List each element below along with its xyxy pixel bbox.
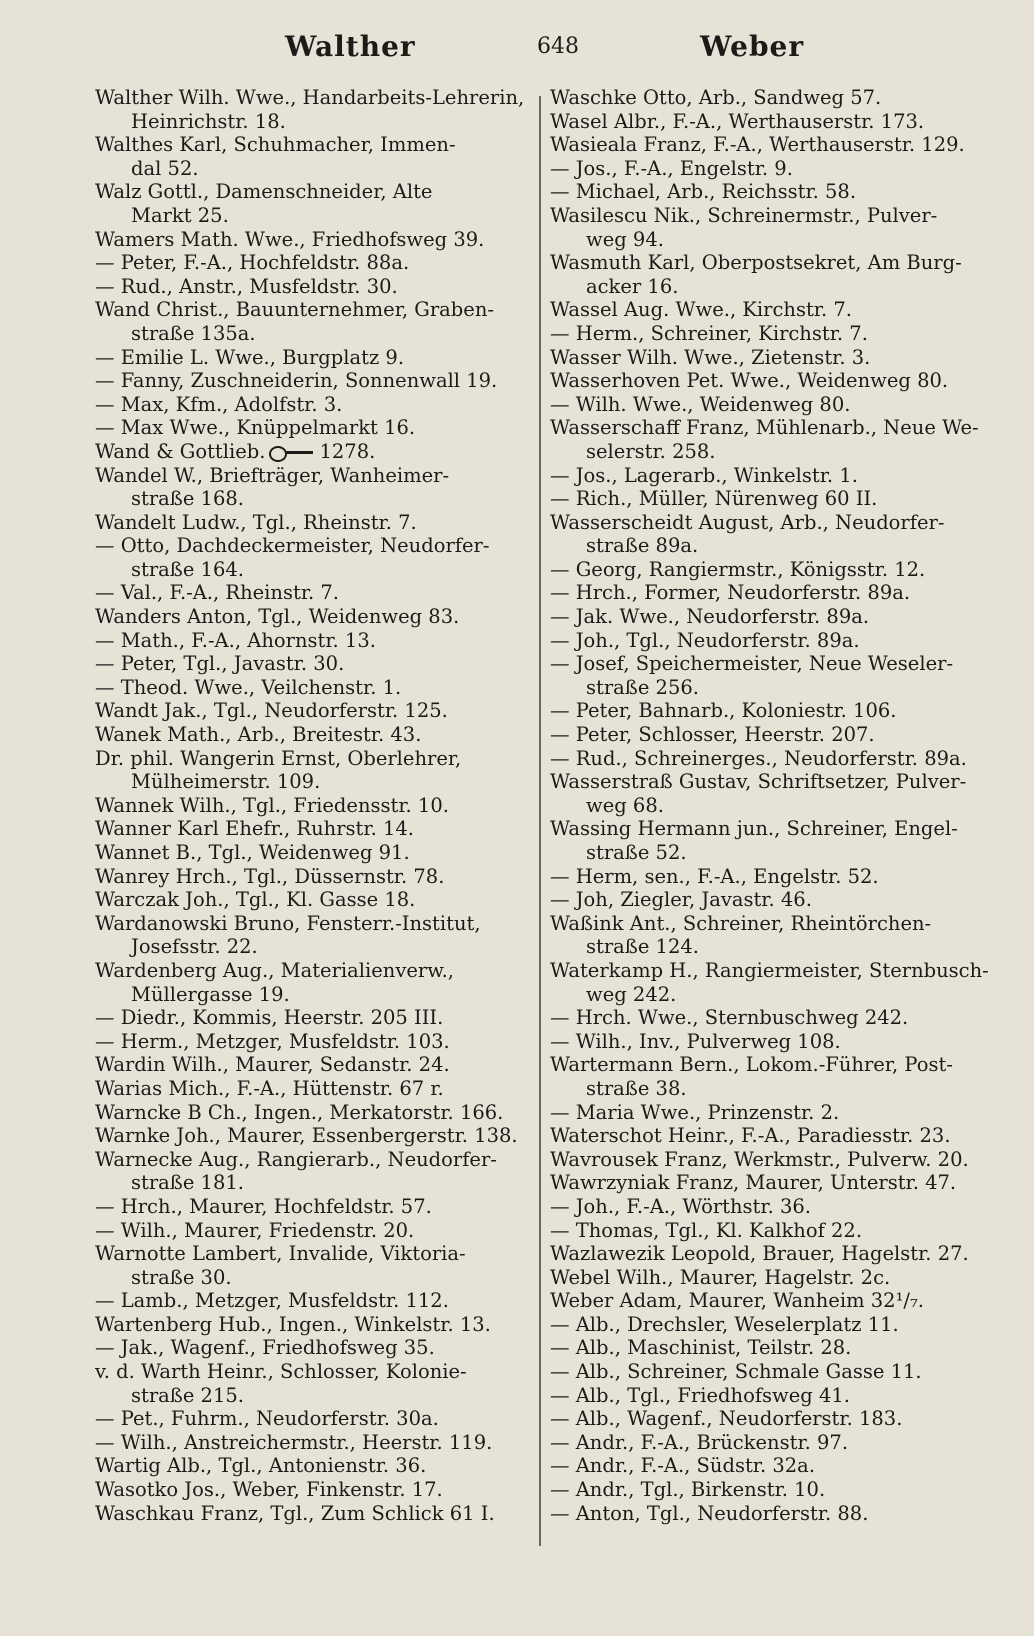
directory-entry [95, 1289, 533, 1313]
entry-line: Warncke B Ch., Ingen., Merkatorstr. 166. [95, 1100, 504, 1124]
entry-line: Warnecke Aug., Rangierarb., Neudorfer- [95, 1147, 497, 1171]
directory-entry [550, 959, 988, 1006]
entry-continuation: Josefsstr. 22. [131, 935, 258, 959]
directory-entry [95, 1124, 533, 1148]
directory-entry [95, 1431, 533, 1455]
entry-line: Wannek Wilh., Tgl., Friedensstr. 10. [95, 793, 449, 817]
entry-line: — Theod. Wwe., Veilchenstr. 1. [95, 675, 402, 699]
directory-entry [95, 416, 533, 440]
directory-entry [550, 1030, 988, 1054]
entry-line: Wawrzyniak Franz, Maurer, Unterstr. 47. [550, 1171, 957, 1195]
directory-entry [95, 629, 533, 653]
directory-entry [95, 676, 533, 700]
entry-line: Wasserhoven Pet. Wwe., Weidenweg 80. [550, 369, 949, 393]
entry-line: Wasilescu Nik., Schreinermstr., Pulver- [550, 203, 938, 227]
directory-entry [95, 1195, 533, 1219]
directory-entry [550, 1053, 988, 1100]
directory-entry [550, 558, 988, 582]
entry-line: Wasserstraß Gustav, Schriftsetzer, Pulver- [550, 770, 967, 794]
directory-entry [550, 1006, 988, 1030]
entry-line: Wasel Albr., F.-A., Werthauserstr. 173. [550, 109, 925, 133]
entry-line: — Otto, Dachdeckermeister, Neudorfer- [95, 534, 490, 558]
right-column [550, 86, 988, 1525]
entry-line: Wanrey Hrch., Tgl., Düssernstr. 78. [95, 864, 445, 888]
entry-line: — Hrch., Maurer, Hochfeldstr. 57. [95, 1194, 432, 1218]
header-left-name: Walther [285, 30, 416, 63]
directory-entry [550, 1360, 988, 1384]
directory-entry [95, 1502, 533, 1526]
entry-line: Wartermann Bern., Lokom.-Führer, Post- [550, 1053, 953, 1077]
entry-line: — Wilh., Inv., Pulverweg 108. [550, 1029, 841, 1053]
directory-entry [95, 133, 533, 180]
directory-entry [95, 1148, 533, 1195]
directory-entry [95, 605, 533, 629]
directory-entry [95, 912, 533, 959]
directory-entry [95, 393, 533, 417]
entry-line: Wand Christ., Bauunternehmer, Graben- [95, 298, 494, 322]
entry-line: — Thomas, Tgl., Kl. Kalkhof 22. [550, 1218, 863, 1242]
entry-continuation: straße 181. [131, 1171, 244, 1195]
directory-entry [550, 204, 988, 251]
entry-line: Waterschot Heinr., F.-A., Paradiesstr. 23. [550, 1124, 951, 1148]
entry-line: — Peter, Schlosser, Heerstr. 207. [550, 723, 875, 747]
directory-entry [95, 86, 533, 133]
directory-entry [550, 464, 988, 488]
entry-line: — Wilh., Maurer, Friedenstr. 20. [95, 1218, 415, 1242]
directory-entry [95, 534, 533, 581]
directory-entry [550, 817, 988, 864]
entry-line: — Hrch. Wwe., Sternbuschweg 242. [550, 1006, 909, 1030]
entry-line: Warnotte Lambert, Invalide, Viktoria- [95, 1242, 466, 1266]
directory-entry [550, 1219, 988, 1243]
entry-line: Wasieala Franz, F.-A., Werthauserstr. 129. [550, 133, 965, 157]
directory-entry [550, 629, 988, 653]
directory-entry [95, 581, 533, 605]
entry-line: Wandelt Ludw., Tgl., Rheinstr. 7. [95, 510, 417, 534]
entry-line: Wasserschaff Franz, Mühlenarb., Neue We- [550, 416, 979, 440]
directory-entry [550, 1148, 988, 1172]
directory-entry [95, 1053, 533, 1077]
directory-entry [95, 369, 533, 393]
entry-line: v. d. Warth Heinr., Schlosser, Kolonie- [95, 1360, 467, 1384]
entry-line: — Joh., F.-A., Wörthstr. 36. [550, 1194, 811, 1218]
directory-entry [550, 1242, 988, 1266]
entry-line: Wasotko Jos., Weber, Finkenstr. 17. [95, 1478, 443, 1502]
directory-entry [95, 275, 533, 299]
directory-entry [550, 1336, 988, 1360]
entry-line: Wannet B., Tgl., Weidenweg 91. [95, 841, 410, 864]
entry-line: — Hrch., Former, Neudorferstr. 89a. [550, 581, 911, 605]
entry-line: — Alb., Tgl., Friedhofsweg 41. [550, 1383, 850, 1407]
entry-continuation: Mülheimerstr. 109. [131, 770, 321, 794]
entry-line: Wanner Karl Ehefr., Ruhrstr. 14. [95, 817, 414, 841]
entry-line: Wardenberg Aug., Materialienverw., [95, 958, 454, 982]
directory-entry [95, 298, 533, 345]
entry-phone-number: 1278. [319, 439, 376, 463]
entry-line: — Andr., Tgl., Birkenstr. 10. [550, 1478, 826, 1502]
entry-line: — Wilh., Anstreichermstr., Heerstr. 119. [95, 1430, 493, 1454]
directory-entry [95, 699, 533, 723]
entry-line: — Peter, F.-A., Hochfeldstr. 88a. [95, 251, 410, 275]
entry-continuation: Müllergasse 19. [131, 982, 290, 1006]
entry-line: — Pet., Fuhrm., Neudorferstr. 30a. [95, 1407, 439, 1431]
entry-line: — Anton, Tgl., Neudorferstr. 88. [550, 1501, 869, 1525]
directory-entry [550, 652, 988, 699]
directory-entry [550, 511, 988, 558]
entry-line: — Michael, Arb., Reichsstr. 58. [550, 180, 857, 204]
directory-entry [550, 1101, 988, 1125]
entry-line: — Josef, Speichermeister, Neue Weseler- [550, 652, 954, 676]
directory-entry [95, 440, 533, 464]
column-divider [539, 96, 541, 1546]
directory-entry [95, 346, 533, 370]
entry-line: Wanders Anton, Tgl., Weidenweg 83. [95, 605, 460, 629]
directory-entry [550, 865, 988, 889]
entry-line: Wavrousek Franz, Werkmstr., Pulverw. 20. [550, 1147, 969, 1171]
entry-line: — Max, Kfm., Adolfstr. 3. [95, 392, 343, 416]
directory-entry [95, 511, 533, 535]
directory-entry [550, 86, 988, 110]
directory-entry [550, 298, 988, 322]
directory-entry [550, 581, 988, 605]
directory-entry [550, 1171, 988, 1195]
entry-line: — Alb., Maschinist, Teilstr. 28. [550, 1336, 852, 1360]
entry-continuation: weg 242. [586, 982, 677, 1006]
directory-entry [550, 1431, 988, 1455]
entry-continuation: straße 215. [131, 1383, 244, 1407]
entry-line: — Herm., Metzger, Musfeldstr. 103. [95, 1029, 450, 1053]
directory-entry [95, 1360, 533, 1407]
entry-line: Wassel Aug. Wwe., Kirchstr. 7. [550, 298, 852, 322]
entry-line: Weber Adam, Maurer, Wanheim 32¹/₇. [550, 1289, 924, 1313]
directory-entry [550, 1454, 988, 1478]
directory-entry [550, 1124, 988, 1148]
entry-line: Warias Mich., F.-A., Hüttenstr. 67 r. [95, 1076, 444, 1100]
directory-entry [550, 1266, 988, 1290]
entry-continuation: straße 164. [131, 557, 244, 581]
entry-continuation: dal 52. [131, 156, 199, 180]
entry-line: — Jos., F.-A., Engelstr. 9. [550, 156, 793, 180]
directory-entry [550, 1289, 988, 1313]
directory-entry [95, 747, 533, 794]
directory-entry [95, 1478, 533, 1502]
directory-entry [550, 157, 988, 181]
directory-entry [95, 1101, 533, 1125]
directory-entry [95, 817, 533, 841]
entry-continuation: straße 168. [131, 487, 244, 511]
directory-entry [95, 464, 533, 511]
entry-line: Walther Wilh. Wwe., Handarbeits-Lehrerin, [95, 86, 525, 109]
directory-entry [95, 1454, 533, 1478]
entry-text: Wand & Gottlieb. [95, 439, 266, 463]
entry-line: — Alb., Schreiner, Schmale Gasse 11. [550, 1360, 922, 1384]
entry-line: Waschkau Franz, Tgl., Zum Schlick 61 I. [95, 1501, 495, 1525]
directory-entry [550, 180, 988, 204]
entry-line: — Maria Wwe., Prinzenstr. 2. [550, 1100, 840, 1124]
entry-line: — Alb., Wagenf., Neudorferstr. 183. [550, 1407, 903, 1431]
entry-continuation: straße 124. [586, 935, 699, 959]
directory-entry [550, 1407, 988, 1431]
directory-entry [95, 1336, 533, 1360]
entry-line: Wasser Wilh. Wwe., Zietenstr. 3. [550, 345, 871, 369]
entry-line: — Val., F.-A., Rheinstr. 7. [95, 581, 340, 605]
header-right-name: Weber [700, 30, 805, 63]
directory-entry [95, 1313, 533, 1337]
entry-line: Walthes Karl, Schuhmacher, Immen- [95, 133, 456, 157]
directory-entry [95, 794, 533, 818]
entry-line: — Peter, Tgl., Javastr. 30. [95, 652, 345, 676]
directory-entry [550, 888, 988, 912]
telephone-key-icon [269, 444, 315, 460]
entry-line: Waßink Ant., Schreiner, Rheintörchen- [550, 911, 932, 935]
entry-line: Warczak Joh., Tgl., Kl. Gasse 18. [95, 888, 416, 912]
entry-line: — Diedr., Kommis, Heerstr. 205 III. [95, 1006, 444, 1030]
directory-entry [550, 770, 988, 817]
entry-line: — Andr., F.-A., Brückenstr. 97. [550, 1430, 849, 1454]
directory-entry [550, 1478, 988, 1502]
page-header [95, 30, 984, 74]
directory-entry [95, 1242, 533, 1289]
directory-entry [95, 251, 533, 275]
directory-entry [95, 723, 533, 747]
directory-entry [95, 1407, 533, 1431]
directory-entry [550, 1502, 988, 1526]
entry-line: Webel Wilh., Maurer, Hagelstr. 2c. [550, 1265, 891, 1289]
entry-line: Wanek Math., Arb., Breitestr. 43. [95, 723, 422, 747]
directory-entry [95, 841, 533, 865]
entry-line: Wasserscheidt August, Arb., Neudorfer- [550, 510, 945, 534]
entry-line: Wasmuth Karl, Oberpostsekret, Am Burg- [550, 251, 962, 275]
entry-line: Wardanowski Bruno, Fensterr.-Institut, [95, 911, 481, 935]
directory-entry [550, 1313, 988, 1337]
directory-entry [550, 251, 988, 298]
directory-entry [550, 110, 988, 134]
directory-entry [95, 865, 533, 889]
entry-continuation: straße 256. [586, 675, 699, 699]
entry-line: — Max Wwe., Knüppelmarkt 16. [95, 416, 416, 440]
entry-line: — Fanny, Zuschneiderin, Sonnenwall 19. [95, 369, 498, 393]
entry-line: — Georg, Rangiermstr., Königsstr. 12. [550, 557, 926, 581]
entry-line: Walz Gottl., Damenschneider, Alte [95, 180, 433, 204]
entry-line: — Peter, Bahnarb., Koloniestr. 106. [550, 699, 897, 723]
entry-line: — Math., F.-A., Ahornstr. 13. [95, 628, 376, 652]
directory-entry [550, 1195, 988, 1219]
entry-line: Waschke Otto, Arb., Sandweg 57. [550, 86, 882, 109]
directory-entry [550, 369, 988, 393]
directory-entry [550, 393, 988, 417]
entry-continuation: straße 30. [131, 1265, 232, 1289]
entry-continuation: weg 68. [586, 793, 664, 817]
entry-line: — Jak., Wagenf., Friedhofsweg 35. [95, 1336, 435, 1360]
entry-continuation: weg 94. [586, 227, 664, 251]
entry-line: Wandt Jak., Tgl., Neudorferstr. 125. [95, 699, 448, 723]
entry-line: — Rud., Schreinerges., Neudorferstr. 89a. [550, 746, 967, 770]
entry-continuation: straße 38. [586, 1076, 687, 1100]
left-column [95, 86, 533, 1525]
entry-continuation: straße 89a. [586, 534, 699, 558]
directory-entry [95, 652, 533, 676]
directory-entry [95, 180, 533, 227]
entry-line: — Emilie L. Wwe., Burgplatz 9. [95, 345, 405, 369]
entry-line: Wassing Hermann jun., Schreiner, Engel- [550, 817, 958, 841]
entry-line: — Joh., Tgl., Neudorferstr. 89a. [550, 628, 860, 652]
entry-line: Dr. phil. Wangerin Ernst, Oberlehrer, [95, 746, 462, 770]
directory-entry [550, 723, 988, 747]
entry-line: — Alb., Drechsler, Weselerplatz 11. [550, 1312, 899, 1336]
entry-line [95, 440, 533, 464]
directory-entry [95, 1219, 533, 1243]
entry-line: — Rud., Anstr., Musfeldstr. 30. [95, 274, 398, 298]
directory-entry [95, 228, 533, 252]
entry-line: Wartenberg Hub., Ingen., Winkelstr. 13. [95, 1312, 491, 1336]
entry-continuation: Heinrichstr. 18. [131, 109, 286, 133]
entry-line: Wamers Math. Wwe., Friedhofsweg 39. [95, 227, 485, 251]
directory-entry [550, 133, 988, 157]
entry-line: — Wilh. Wwe., Weidenweg 80. [550, 392, 851, 416]
directory-entry [550, 346, 988, 370]
entry-line: — Rich., Müller, Nürenweg 60 II. [550, 487, 878, 511]
entry-continuation: straße 52. [586, 841, 687, 864]
entry-line: — Jak. Wwe., Neudorferstr. 89a. [550, 605, 870, 629]
entry-continuation: straße 135a. [131, 321, 256, 345]
page-number: 648 [537, 34, 579, 59]
directory-entry [550, 322, 988, 346]
directory-entry [550, 747, 988, 771]
directory-entry [95, 888, 533, 912]
entry-line: — Herm., Schreiner, Kirchstr. 7. [550, 321, 868, 345]
entry-line: Wazlawezik Leopold, Brauer, Hagelstr. 27. [550, 1242, 969, 1266]
entry-line: Wardin Wilh., Maurer, Sedanstr. 24. [95, 1053, 450, 1077]
entry-line: Warnke Joh., Maurer, Essenbergerstr. 138. [95, 1124, 518, 1148]
directory-entry [95, 1006, 533, 1030]
directory-entry [95, 1077, 533, 1101]
directory-entry [550, 487, 988, 511]
directory-entry [95, 959, 533, 1006]
directory-entry [550, 699, 988, 723]
entry-line: Wandel W., Briefträger, Wanheimer- [95, 463, 450, 487]
entry-line: — Jos., Lagerarb., Winkelstr. 1. [550, 463, 858, 487]
directory-entry [550, 912, 988, 959]
directory-entry [550, 1384, 988, 1408]
entry-continuation: acker 16. [586, 274, 679, 298]
entry-line: — Herm, sen., F.-A., Engelstr. 52. [550, 864, 879, 888]
directory-entry [95, 1030, 533, 1054]
directory-entry [550, 605, 988, 629]
entry-line: — Joh, Ziegler, Javastr. 46. [550, 888, 812, 912]
directory-entry [550, 416, 988, 463]
entry-continuation: Markt 25. [131, 203, 229, 227]
entry-line: Wartig Alb., Tgl., Antonienstr. 36. [95, 1454, 427, 1478]
entry-line: — Lamb., Metzger, Musfeldstr. 112. [95, 1289, 449, 1313]
entry-continuation: selerstr. 258. [586, 439, 716, 463]
entry-line: Waterkamp H., Rangiermeister, Sternbusch- [550, 958, 989, 982]
entry-line: — Andr., F.-A., Südstr. 32a. [550, 1454, 816, 1478]
